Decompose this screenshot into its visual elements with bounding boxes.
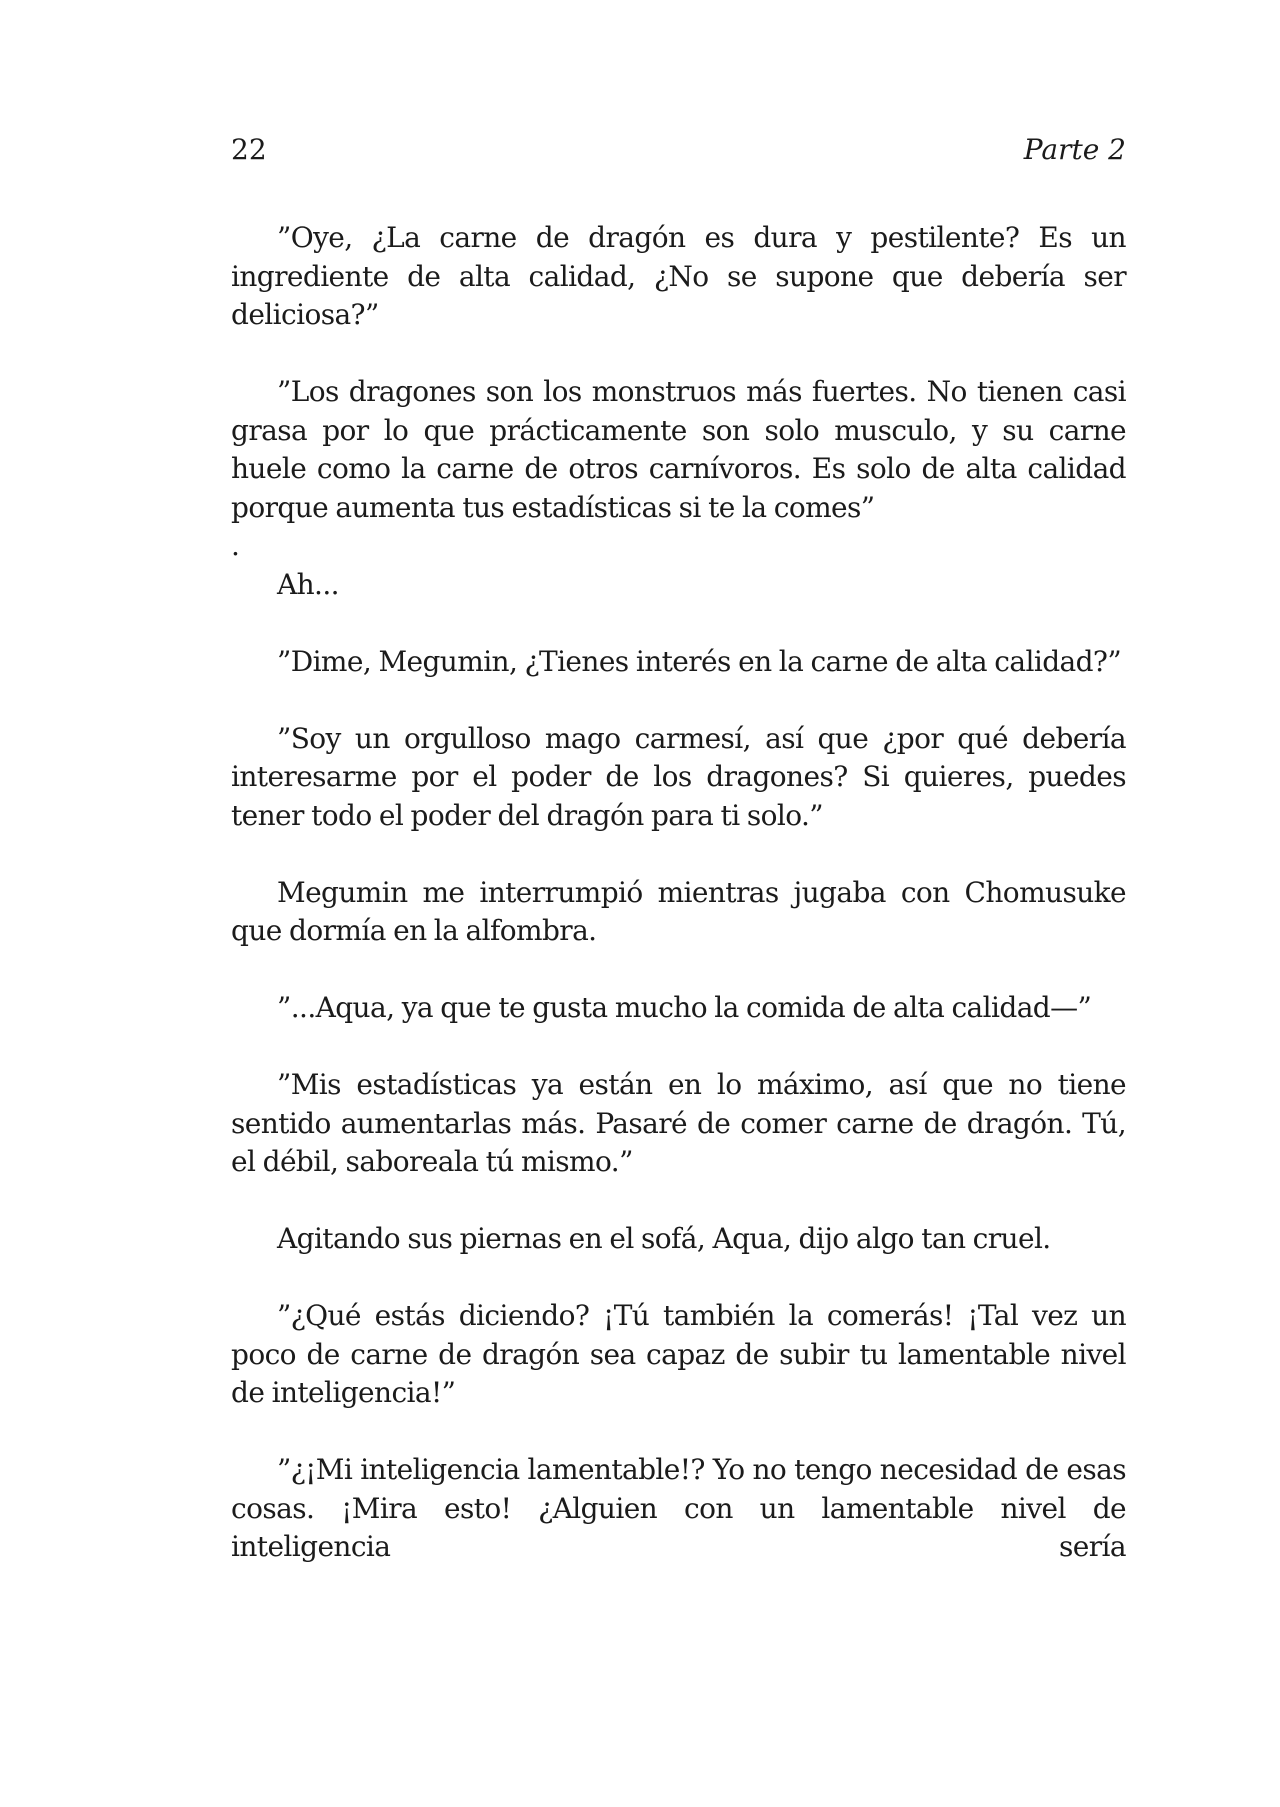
paragraph: ”Mis estadísticas ya están en lo máximo, así que no tiene sentido aumentarlas más. Pasaré de comer carne de dragón. Tú, el débil, saboreala tú mismo.” bbox=[231, 1068, 1126, 1178]
paragraph: ”Oye, ¿La carne de dragón es dura y pestilente? Es un ingrediente de alta calidad, ¿No se supone que debería ser deliciosa?” bbox=[231, 221, 1126, 331]
paragraph: ”Los dragones son los monstruos más fuertes. No tienen casi grasa por lo que prácticamente son solo musculo, y su carne huele como la carne de otros carnívoros. Es solo de alta calidad porque aumenta tus estadísticas si te la comes” bbox=[231, 375, 1126, 524]
paragraph: ”Dime, Megumin, ¿Tienes interés en la carne de alta calidad?” bbox=[277, 644, 1122, 678]
paragraph: ”Soy un orgulloso mago carmesí, así que ¿por qué debería interesarme por el poder de los dragones? Si quieres, puedes tener todo el poder del dragón para ti solo.” bbox=[231, 721, 1126, 832]
page-number: 22 bbox=[231, 133, 267, 166]
page-header bbox=[231, 130, 1126, 170]
body-text bbox=[231, 219, 1126, 1605]
paragraph: Ah... bbox=[277, 567, 339, 601]
paragraph: ”¿Qué estás diciendo? ¡Tú también la comerás! ¡Tal vez un poco de carne de dragón sea capaz de subir tu lamentable nivel de inteligencia!” bbox=[231, 1299, 1126, 1409]
paragraph: Agitando sus piernas en el sofá, Aqua, dijo algo tan cruel. bbox=[277, 1222, 1051, 1255]
paragraph: ”¿¡Mi inteligencia lamentable!? Yo no tengo necesidad de esas cosas. ¡Mira esto! ¿Alguien con un lamentable nivel de inteligencia sería bbox=[231, 1453, 1126, 1563]
stray-dot: . bbox=[231, 529, 240, 562]
paragraph: Megumin me interrumpió mientras jugaba con Chomusuke que dormía en la alfombra. bbox=[231, 875, 1126, 947]
paragraph: ”...Aqua, ya que te gusta mucho la comida de alta calidad—” bbox=[277, 991, 1092, 1024]
running-head: Parte 2 bbox=[1023, 133, 1126, 166]
book-page bbox=[231, 0, 1126, 1807]
